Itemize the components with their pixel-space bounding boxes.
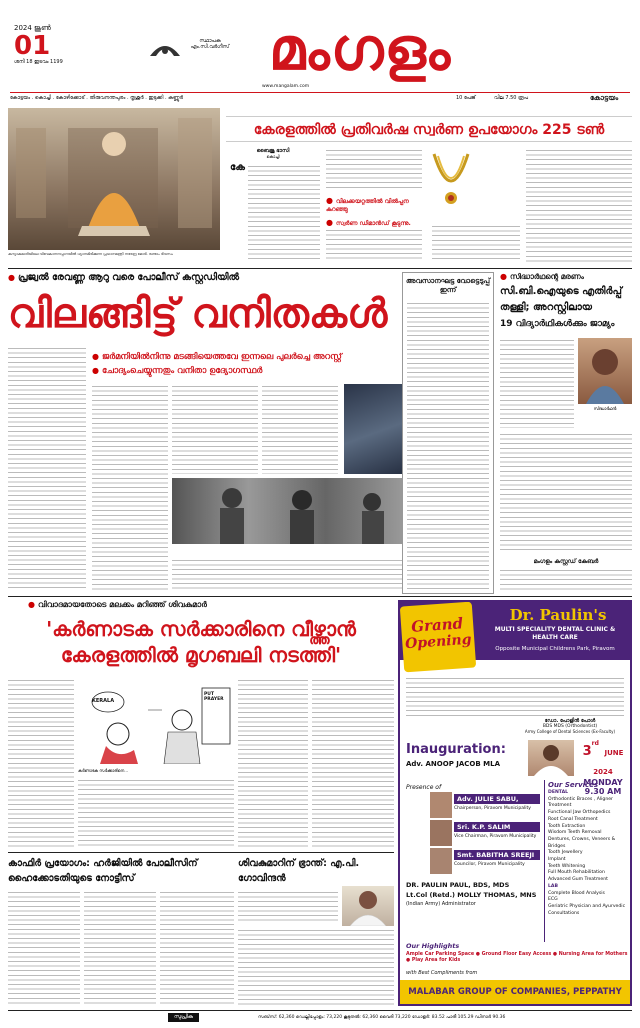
custody-title: മംഗളം കസ്റ്റഡ് കേബർ — [533, 558, 599, 565]
karnataka-column-4 — [312, 678, 394, 848]
ad-weekday: MONDAY — [583, 778, 623, 787]
guest-2 — [430, 820, 540, 846]
prajwal-column-5 — [172, 558, 428, 590]
dropcap: കേ — [230, 162, 245, 173]
doctor-2: Lt.Col (Retd.) MOLLY THOMAS, MNS — [406, 891, 537, 899]
guest-1-role: Chairperson, Piravom Municipality — [454, 806, 531, 811]
service-item: Full Mouth Rehabilitation — [548, 870, 605, 876]
services-title: Our Services — [548, 781, 599, 789]
shivakumar-column-2 — [238, 928, 394, 1006]
prajwal-headline: വിലങ്ങിട്ട് വനിതകൾ — [8, 291, 388, 337]
doctor-1: DR. PAULIN PAUL, BDS, MDS — [406, 881, 510, 889]
byline — [226, 148, 320, 159]
guest-2-name: Sri. K.P. SALIM — [454, 822, 540, 832]
top-story — [8, 108, 632, 266]
kafir-column-1 — [8, 890, 80, 1006]
founder-label — [190, 38, 230, 50]
cbi-kicker: ● സിദ്ധാർഥന്റെ മരണം — [500, 272, 632, 282]
guest-3-role: Councilor, Piravom Municipality — [454, 862, 525, 867]
page-count: 10 പേജ് — [456, 95, 476, 101]
service-item: Implant — [548, 857, 566, 863]
grand-opening-badge — [400, 602, 476, 673]
modi-meditation-photo — [8, 108, 220, 250]
byline-place: കൊച്ചി — [266, 154, 280, 159]
gold-bullet-1: ● വിലക്കയറ്റത്തിൽ വിൽപ്പന കുറഞ്ഞു — [326, 196, 426, 214]
service-item: Orthodontic Braces , Aligner — [548, 796, 613, 802]
ad-time: 9.30 AM — [584, 787, 622, 796]
service-item: Tooth Jewellery — [548, 850, 583, 856]
logo-emblem — [148, 34, 182, 58]
karnataka-headline-2: കേരളത്തിൽ മൃഗബലി നടത്തി' — [60, 643, 342, 667]
inauguration-label: Inauguration: — [406, 742, 506, 757]
karnataka-story — [8, 600, 394, 850]
siddharth-caption: സിദ്ധാർഥൻ — [593, 406, 617, 411]
ad-address: Opposite Municipal Childrens Park, Piravom — [495, 646, 615, 652]
section-divider-2 — [8, 596, 632, 597]
founder-label-title: സ്ഥാപക — [199, 38, 221, 44]
gold-jewelry-photo — [428, 148, 474, 222]
service-item: Tooth Extraction — [548, 823, 586, 829]
doctor-2-role: (Indian Army) Administrator — [406, 901, 476, 907]
election-box-text — [407, 301, 489, 593]
edition-city: കോട്ടയം — [590, 94, 619, 102]
highlights-text: Ample Car Parking Space ● Ground Floor Easy Access ● Nursing Area for Mothers ● Play Area for Kids — [406, 952, 628, 963]
kafir-column-2 — [84, 890, 156, 1006]
dental-clinic-ad — [398, 600, 632, 1006]
siddharth-photo — [578, 338, 632, 404]
gold-bullet-box — [326, 194, 426, 227]
masthead-title: മംഗളം — [268, 15, 452, 83]
photo-caption: കന്യാകുമാരിയിലെ വിവേകാനന്ദപ്പാറയിൽ ധ്യാനമിരിക്കുന്ന പ്രധാനമന്ത്രി നരേന്ദ്ര മോദി. രണ്ടാം ദിവസം — [8, 252, 173, 256]
service-item: Bridges — [548, 843, 566, 849]
ad-date-line — [576, 740, 630, 778]
service-item: ECG — [548, 897, 558, 903]
service-item: Geriatric Physician and Ayurvedic — [548, 903, 626, 909]
services-box — [544, 780, 630, 942]
karnataka-column-2 — [78, 778, 234, 848]
service-item: DENTAL — [548, 790, 569, 795]
top-story-column-4 — [432, 224, 520, 262]
cbi-column-1 — [500, 338, 574, 428]
karnataka-column-3 — [238, 678, 308, 848]
guest-2-photo — [430, 820, 452, 846]
top-story-column-2 — [326, 148, 422, 190]
guest-3 — [430, 848, 540, 874]
service-item: Functional Jaw Orthopedics — [548, 810, 611, 816]
ad-doctor-mal — [512, 718, 628, 734]
ad-sponsor: MALABAR GROUP OF COMPANIES, PEPPATHY — [400, 980, 630, 1004]
cbi-story — [500, 272, 632, 594]
prajwal-photo — [172, 478, 428, 544]
prajwal-subhead-1: ● ജർമനിയിൽനിന്നു മടങ്ങിയെത്തവേ ഇന്നലെ പുലർച്ചെ അറസ്റ്റ് — [92, 350, 492, 364]
services-list — [548, 790, 630, 917]
guest-1-name: Adv. JULIE SABU, — [454, 794, 540, 804]
date-malayalam: ശനി 18 ഇടവം 1199 — [14, 59, 63, 65]
date-month: 2024 ജൂൺ — [14, 24, 51, 32]
cbi-headline-2: തള്ളി; അറസ്റ്റിലായ — [500, 302, 593, 313]
guest-2-role: Vice Chairman, Piravom Municipality — [454, 834, 537, 839]
govindan-photo — [342, 886, 394, 926]
byline-name: ബൈജു ഭാസി — [256, 148, 290, 154]
prajwal-kicker: ● പ്രജ്വൽ രേവണ്ണ ആറു വരെ പോലീസ് കസ്റ്റഡിയിൽ — [8, 272, 239, 283]
grand-label: Grand — [410, 614, 464, 636]
highlights-title: Our Highlights — [406, 942, 460, 950]
service-item: Advanced Gum Treatment — [548, 877, 608, 883]
top-story-column-1 — [248, 164, 320, 262]
election-box-title: അവസാനഘട്ട വോട്ടെടുപ്പ് ഇന്ന് — [406, 277, 490, 294]
kafir-column-3 — [160, 890, 234, 1006]
kafir-story — [8, 856, 234, 1006]
prajwal-column-1 — [8, 346, 86, 590]
footer-prices: സബ്‌സ്: 62,360 ഡെല്ലിപ്പോളം: 73,220 കൂടുതൽ: 62,360 വൈദി 73,220 ഡോളർ: 83.52 പാരീ 105.29 ഡിനാർ 90.36 — [258, 1015, 506, 1020]
guest-1 — [430, 792, 540, 818]
price: വില 7.50 രൂപ — [494, 95, 528, 101]
shivakumar-column-1 — [238, 890, 338, 924]
service-item: LAB — [548, 883, 558, 889]
karnataka-kicker: ● വിവാദമായതോടെ മലക്കം മറിഞ്ഞ് ശിവകുമാർ — [8, 600, 394, 610]
service-item: Complete Blood Analysis — [548, 890, 605, 896]
prajwal-column-3 — [172, 384, 258, 474]
cbi-headline-1: സി.ബി.ഐയുടെ എതിർപ്പ് — [500, 286, 622, 297]
prajwal-column-4 — [262, 384, 338, 474]
guest-3-name: Smt. BABITHA SREEJI — [454, 850, 540, 860]
footer-label: സുപ്രിക — [168, 1013, 199, 1022]
section-divider-3 — [8, 852, 394, 853]
date-block — [14, 24, 74, 65]
cartoon-label-2: KERALA — [92, 698, 115, 704]
website-url[interactable]: www.mangalam.com — [262, 84, 310, 89]
top-story-column-5 — [526, 148, 632, 262]
service-item: Treatment — [548, 803, 572, 809]
section-divider-1 — [8, 268, 632, 269]
ad-date-suffix: rd — [591, 740, 599, 747]
service-item: Dentures, Crowns, Veneers & — [548, 836, 616, 842]
custody-text — [500, 568, 632, 592]
masthead-divider — [10, 92, 630, 93]
karnataka-column-1 — [8, 678, 74, 848]
kafir-headline-1: കാഫിർ പ്രയോഗം: ഹർജിയിൽ പോലീസിന് — [8, 858, 198, 869]
edition-list: കോട്ടയം . കൊച്ചി . കോഴിക്കോട് . തിരുവനന്തപുരം . തൃശൂർ . ഇടുക്കി . കണ്ണൂർ — [10, 95, 184, 101]
top-headline: കേരളത്തിൽ പ്രതിവർഷ സ്വർണ ഉപയോഗം 225 ടൺ — [226, 116, 632, 142]
ad-tagline: MULTI SPECIALITY DENTAL CLINIC & HEALTH CARE — [494, 626, 616, 641]
ad-date-number: 3 — [582, 744, 592, 759]
ad-doctor-mal-affiliation: Army College of Dental Sciences (Ex-Faculty) — [524, 729, 616, 734]
ad-date-month: JUNE 2024 — [593, 749, 624, 776]
footer-bar — [8, 1010, 632, 1024]
cartoon-label-1: PUT PRAYER — [204, 692, 224, 702]
prajwal-column-2 — [92, 384, 168, 590]
top-story-column-3 — [326, 228, 422, 262]
service-item: Consultations — [548, 910, 580, 916]
founder-label-name: എം.സി.വർഗീസ് — [190, 44, 230, 50]
mla-photo — [528, 740, 574, 776]
masthead — [0, 0, 640, 104]
shivakumar-headline: ശിവകുമാറിന് ഭ്രാന്ത്: എ.പി. ഗോവിന്ദൻ — [238, 858, 360, 884]
compliments-label: with Best Compliments from — [406, 970, 478, 976]
prajwal-subhead-2: ● ചോദ്യംചെയ്യുന്നതും വനിതാ ഉദ്യോഗസ്ഥർ — [92, 364, 492, 378]
service-item: Teeth Whitening — [548, 863, 586, 869]
ad-doctor-mal-degree: BDS MDS (Orthodontist) — [542, 724, 598, 729]
ad-doctor-mal-name: ഡോ. പോളിൻ പോൾ — [544, 718, 596, 724]
kafir-headline-2: ഹൈക്കോടതിയുടെ നോട്ടീസ് — [8, 873, 135, 884]
cbi-column-2 — [500, 432, 632, 550]
cartoon-caption: കർണാടക സർക്കാരിനെ... — [78, 768, 129, 773]
guest-3-photo — [430, 848, 452, 874]
karnataka-headline-1: 'കർണാടക സർക്കാരിനെ വീഴ്ത്താൻ — [46, 617, 356, 641]
service-item: Root Canal Treatment — [548, 816, 598, 822]
service-item: Wisdom Teeth Removal — [548, 830, 602, 836]
doctors-block — [406, 880, 542, 908]
election-box — [402, 272, 494, 594]
inaugurator: Adv. ANOOP JACOB MLA — [406, 760, 500, 768]
presence-label: Presence of — [406, 784, 442, 791]
cbi-headline-3: 19 വിദ്യാർഥികൾക്കും ജാമ്യം — [500, 319, 615, 329]
opening-label: Opening — [404, 631, 472, 653]
shivakumar-story — [238, 856, 394, 1006]
guest-1-photo — [430, 792, 452, 818]
ad-malayalam-text — [406, 676, 624, 716]
prajwal-photo-caption — [172, 546, 428, 556]
ad-brand: Dr. Paulin's — [509, 606, 607, 624]
gold-bullet-2: ● സ്വർണ ഡിമാൻഡ് കൂടുന്നു. — [326, 218, 426, 236]
date-day: 01 — [14, 31, 51, 61]
